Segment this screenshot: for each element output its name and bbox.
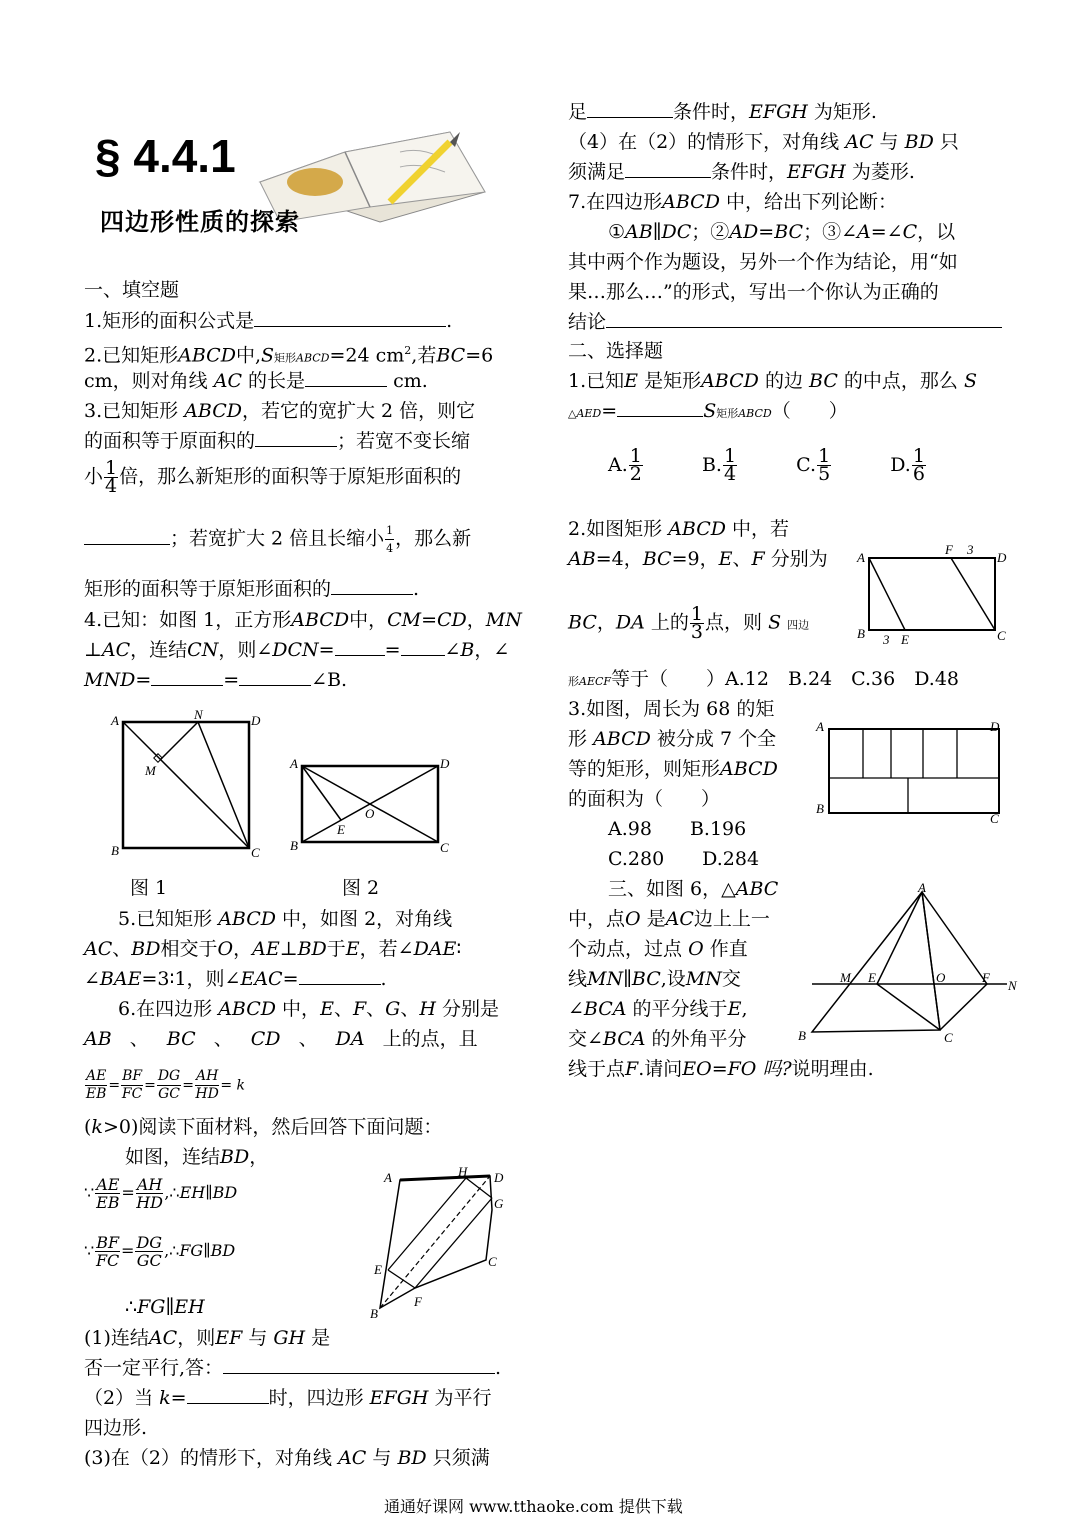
svg-text:M: M [145,763,156,778]
choice-1-line2: △AED= S矩形ABCD（ ） [568,400,848,422]
figure-1-caption: 图 1 [130,877,168,899]
svg-text:F: F [414,1294,422,1309]
svg-text:B: B [816,801,824,816]
choice-3-line4: 的面积为（ ） [568,788,721,810]
svg-text:C: C [997,628,1006,643]
option-c[interactable]: C. $\frac{1}{5}$ [796,445,831,485]
section-3-line2: 中，点O 是AC边上上一 [568,908,770,930]
figure-1-square [105,705,265,869]
question-3-line1: 3.已知矩形 ABCD，若它的宽扩大 2 倍，则它 [84,400,476,422]
choice-3-line2: 形 ABCD 被分成 7 个全 [568,728,777,750]
question-6-line1: 6.在四边形 ABCD 中，E、F、G、H 分别是 [118,998,499,1020]
svg-text:D: D [997,550,1007,565]
section-3-line3: 个动点，过点 O 作直 [568,938,748,960]
figure-6-triangle [792,880,1027,1054]
question-5-line3: ∠BAE=3∶1，则∠EAC= . [84,968,387,990]
svg-text:M: M [840,970,851,985]
question-3-line5: 矩形的面积等于原矩形面积的 . [84,578,420,600]
choice-3-line3: 等的矩形，则矩形ABCD [568,758,778,780]
part-2-line1: （2）当 k= 时，四边形 EFGH 为平行 [84,1387,492,1409]
question-3-line4: ；若宽扩大 2 倍且长缩小 $\frac{1}{4}$ ，那么新 [84,522,471,557]
figure-2-caption: 图 2 [342,877,380,899]
choice-3-options-1: A.98 B.196 [608,818,747,840]
question-6-line3: (k>0)阅读下面材料，然后回答下面问题： [84,1116,443,1138]
choice-3-options-2: C.280 D.284 [608,848,760,870]
choice-2-figure [855,540,1015,649]
question-7-line5: 结论 [568,311,1002,333]
svg-text:C: C [488,1254,497,1269]
svg-text:C: C [251,845,260,860]
question-5-line2: AC、BD相交于O，AE⊥BD于E，若∠DAE∶ [84,938,462,960]
svg-text:E: E [868,970,876,985]
svg-text:C: C [440,840,449,855]
svg-text:N: N [1008,978,1017,993]
svg-text:E: E [901,632,909,645]
page-title: § 4.4.1 [95,130,236,182]
part-4-line1: （4）在（2）的情形下，对角线 AC 与 BD 只 [568,131,959,153]
svg-text:A: A [918,880,926,895]
choice-3-line1: 3.如图，周长为 68 的矩 [568,698,775,720]
part-2-line2: 四边形. [84,1417,148,1439]
part-1-line1: (1)连结AC，则EF 与 GH 是 [84,1327,331,1349]
svg-text:B: B [857,626,865,641]
svg-text:A: A [857,550,865,565]
svg-text:A: A [384,1170,392,1185]
question-3-line2: 的面积等于原面积的 ；若宽不变长缩 [84,430,471,452]
question-7-line4: 果…那么…”的形式，写出一个你认为正确的 [568,281,939,303]
choice-1-line1: 1.已知E 是矩形ABCD 的边 BC 的中点，那么 S [568,370,977,392]
choice-2-line1: 2.如图矩形 ABCD 中，若 [568,518,790,540]
svg-text:D: D [990,719,1000,734]
svg-text:G: G [494,1196,504,1211]
section-multiple-choice: 二、选择题 [568,340,664,362]
question-6-line2: AB 、 BC 、 CD 、 DA 上的点，且 [84,1028,478,1050]
svg-text:B: B [111,843,119,858]
part-3-line1: (3)在（2）的情形下，对角线 AC 与 BD 只须满 [84,1447,490,1469]
page-subtitle: 四边形性质的探索 [100,209,300,236]
svg-text:O: O [365,806,375,821]
svg-text:F: F [982,970,990,985]
svg-text:A: A [816,719,824,734]
option-a[interactable]: A. $\frac{1}{2}$ [608,445,642,485]
question-4-line3: MND= = ∠B. [84,669,348,691]
reasoning-line-2: ∵ $\frac{BF}{FC}$ = $\frac{DG}{GC}$ ,∴FG∥BD [84,1233,236,1270]
svg-text:D: D [440,756,450,771]
figure-2-rectangle [285,750,465,864]
question-7-line1: 7.在四边形ABCD 中，给出下列论断： [568,191,898,213]
choice-2-line2: AB=4，BC=9，E、F 分别为 [568,548,828,570]
part-1-line2: 否一定平行,答： . [84,1357,502,1379]
section-3-line4: 线MN∥BC,设MN交 [568,968,741,990]
svg-text:A: A [111,713,119,728]
reasoning-line-3: ∴FG∥EH [125,1296,205,1318]
choice-3-figure [812,715,1007,829]
question-6-ratio-equation: $\frac{AE}{EB}$ = $\frac{BF}{FC}$ = $\frac{DG}{GC}$ = $\frac{AH}{HD}$ = k [85,1068,245,1102]
svg-text:3: 3 [883,632,890,645]
svg-text:D: D [494,1170,504,1185]
section-3-line5: ∠BCA 的平分线于E, [568,998,748,1020]
svg-text:B: B [798,1028,806,1043]
svg-text:D: D [251,713,261,728]
svg-text:E: E [337,822,345,837]
svg-text:N: N [194,707,203,722]
question-7-line2: ①AB∥DC；②AD=BC；③∠A=∠C，以 [608,221,956,243]
choice-1-options [608,445,927,485]
section-3-line6: 交∠BCA 的外角平分 [568,1028,747,1050]
svg-text:3: 3 [967,542,974,557]
option-b[interactable]: B. $\frac{1}{4}$ [701,445,737,485]
choice-2-line3: BC，DA 上的 $\frac{1}{3}$ 点，则 S 四边 [568,603,810,643]
question-4-line1: 4.已知：如图 1，正方形ABCD中，CM=CD，MN [84,609,522,631]
question-5-line1: 5.已知矩形 ABCD 中，如图 2，对角线 [118,908,453,930]
svg-text:C: C [944,1030,953,1045]
reasoning-line-1: ∵ $\frac{AE}{EB}$ = $\frac{AH}{HD}$ ,∴EH∥BD [84,1175,238,1212]
choice-2-line4: 形AECF等于（ ）A.12 B.24 C.36 D.48 [568,668,959,690]
footer-source: 通通好课网 www.tthaoke.com 提供下载 [384,1497,683,1516]
section-fill-blank: 一、填空题 [84,279,180,301]
svg-text:B: B [370,1306,378,1320]
question-2-line2: cm，则对角线 AC 的长是 cm. [84,370,428,392]
svg-text:H: H [458,1164,468,1179]
section-3-line1: 三、如图 6，△ABC [608,878,779,900]
question-4-line2: ⊥AC，连结CN，则∠DCN= = ∠B，∠ [84,639,510,661]
part-3-line2: 足 条件时，EFGH 为矩形. [568,101,877,123]
svg-text:C: C [990,811,999,825]
figure-quadrilateral-efgh [370,1160,520,1324]
question-2-line1: 2.已知矩形ABCD中,S矩形ABCD=24 $cm^2$,若BC=6 [84,344,494,367]
section-3-line7: 线于点F.请问EO=FO 吗?说明理由. [568,1058,874,1080]
question-6-line4: 如图，连结BD， [125,1146,269,1168]
svg-text:F: F [945,542,953,557]
svg-text:O: O [936,970,946,985]
svg-text:B: B [290,838,298,853]
question-3-line3: 小 $\frac{1}{4}$ 倍，那么新矩形的面积等于原矩形面积的 [84,457,462,497]
part-4-line2: 须满足 条件时，EFGH 为菱形. [568,161,915,183]
option-d[interactable]: D. $\frac{1}{6}$ [890,445,925,485]
svg-text:E: E [374,1262,382,1277]
question-7-line3: 其中两个作为题设，另外一个作为结论，用“如 [568,251,958,273]
question-1: 1.矩形的面积公式是 . [84,310,453,332]
svg-text:A: A [290,756,298,771]
